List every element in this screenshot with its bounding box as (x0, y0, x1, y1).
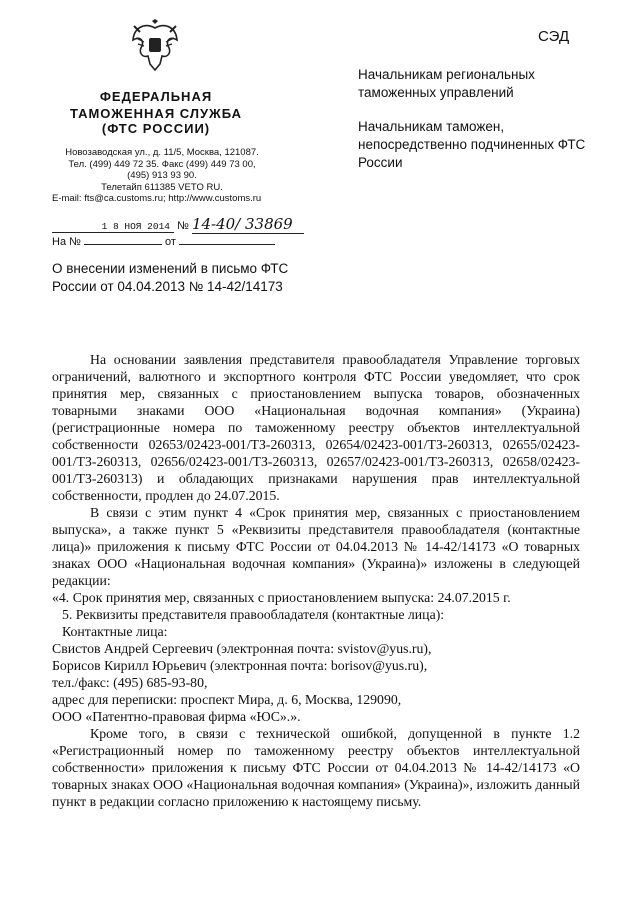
body-paragraph: В связи с этим пункт 4 «Срок принятия мер, связанных с приостановлением выпуска», а также пункт 5 «Реквизиты представителя правообладателя (контактные лица)» приложения к письму ФТС России от 04.04.2013 № 14-42/14173 «О товарных знаках ООО «Национальная водочная компания» (Украина)» изложены в следующей редакции: (52, 505, 580, 588)
letter-body (52, 351, 580, 810)
addressees-block (358, 66, 608, 188)
body-paragraph: На основании заявления представителя правообладателя Управление торговых ограничений, валютного и экспортного контроля ФТС России уведомляет, что срок принятия мер, связанных с приостановлением выпуска товаров, обозначенных товарными знаками ООО «Национальная водочная компания» (Украина) (регистрационные номера по таможенному реестру объектов интеллектуальной собственности 02653/02423-001/ТЗ-260313, 02654/02423-001/ТЗ-260313, 02655/02423-001/ТЗ-260313, 02656/02423-001/ТЗ-260313, 02657/02423-001/ТЗ-260313, 02658/02423-001/ТЗ-260313) и обладающих признаками нарушения прав интеллектуальной собственности, продлен до 24.07.2015. (52, 352, 580, 503)
registration-number: 14-40/ 33869 (192, 215, 304, 234)
body-paragraph: адрес для переписки: проспект Мира, д. 6, Москва, 129090, (52, 692, 402, 707)
reference-line (52, 236, 275, 248)
agency-name-line2: ТАМОЖЕННАЯ СЛУЖБА (69, 106, 243, 121)
reference-number-label: На № (52, 236, 81, 248)
letter-subject: О внесении изменений в письмо ФТС России от 04.04.2013 № 14-42/14173 (52, 261, 289, 294)
agency-short-name: (ФТС РОССИИ) (101, 121, 211, 136)
registration-number-label: № (177, 220, 189, 232)
body-paragraph: тел./факс: (495) 685-93-80, (52, 675, 208, 690)
reference-date-blank (179, 244, 275, 245)
body-paragraph: Контактные лица: (62, 624, 168, 639)
reference-number-blank (84, 244, 162, 245)
addressee-regional: Начальникам региональных таможенных управлений (358, 67, 535, 100)
registration-line (52, 215, 304, 234)
body-paragraph: Свистов Андрей Сергеевич (электронная почта: svistov@yus.ru), (52, 641, 432, 656)
body-paragraph: Борисов Кирилл Юрьевич (электронная почта: borisov@yus.ru), (52, 658, 428, 673)
agency-name (68, 88, 244, 122)
agency-name-line1: ФЕДЕРАЛЬНАЯ (99, 89, 213, 104)
agency-address: Новозаводская ул., д. 11/5, Москва, 121087. (65, 147, 259, 158)
coat-of-arms-emblem-icon (130, 18, 180, 74)
reference-from-label: от (165, 236, 176, 248)
agency-email: E-mail: fts@ca.customs.ru; http://www.customs.ru (52, 193, 262, 205)
addressee-customs: Начальникам таможен, непосредственно подчиненных ФТС России (358, 119, 586, 170)
agency-contacts (52, 147, 272, 205)
registration-date-stamp: 1 8 НОЯ 2014 (52, 221, 174, 233)
body-paragraph: «4. Срок принятия мер, связанных с приостановлением выпуска: 24.07.2015 г. (52, 590, 511, 605)
body-paragraph: Кроме того, в связи с технической ошибкой, допущенной в пункте 1.2 «Регистрационный номер по таможенному реестру объектов интеллектуальной собственности» приложения к письму ФТС России от 04.04.2013 № 14-42/14173 «О товарных знаках ООО «Национальная водочная компания» (Украина)», изложить данный пункт в редакции согласно приложению к настоящему письму. (52, 726, 580, 809)
agency-phones: Тел. (499) 449 72 35. Факс (499) 449 73 00, (68, 158, 256, 170)
body-paragraph: ООО «Патентно-правовая фирма «ЮС».». (52, 709, 301, 724)
sed-label: СЭД (538, 28, 570, 45)
body-paragraph: 5. Реквизиты представителя правообладателя (контактные лица): (62, 607, 445, 622)
agency-phones-2: (495) 913 93 90. (127, 170, 197, 182)
agency-teletype: Телетайп 611385 VETO RU. (101, 181, 223, 193)
